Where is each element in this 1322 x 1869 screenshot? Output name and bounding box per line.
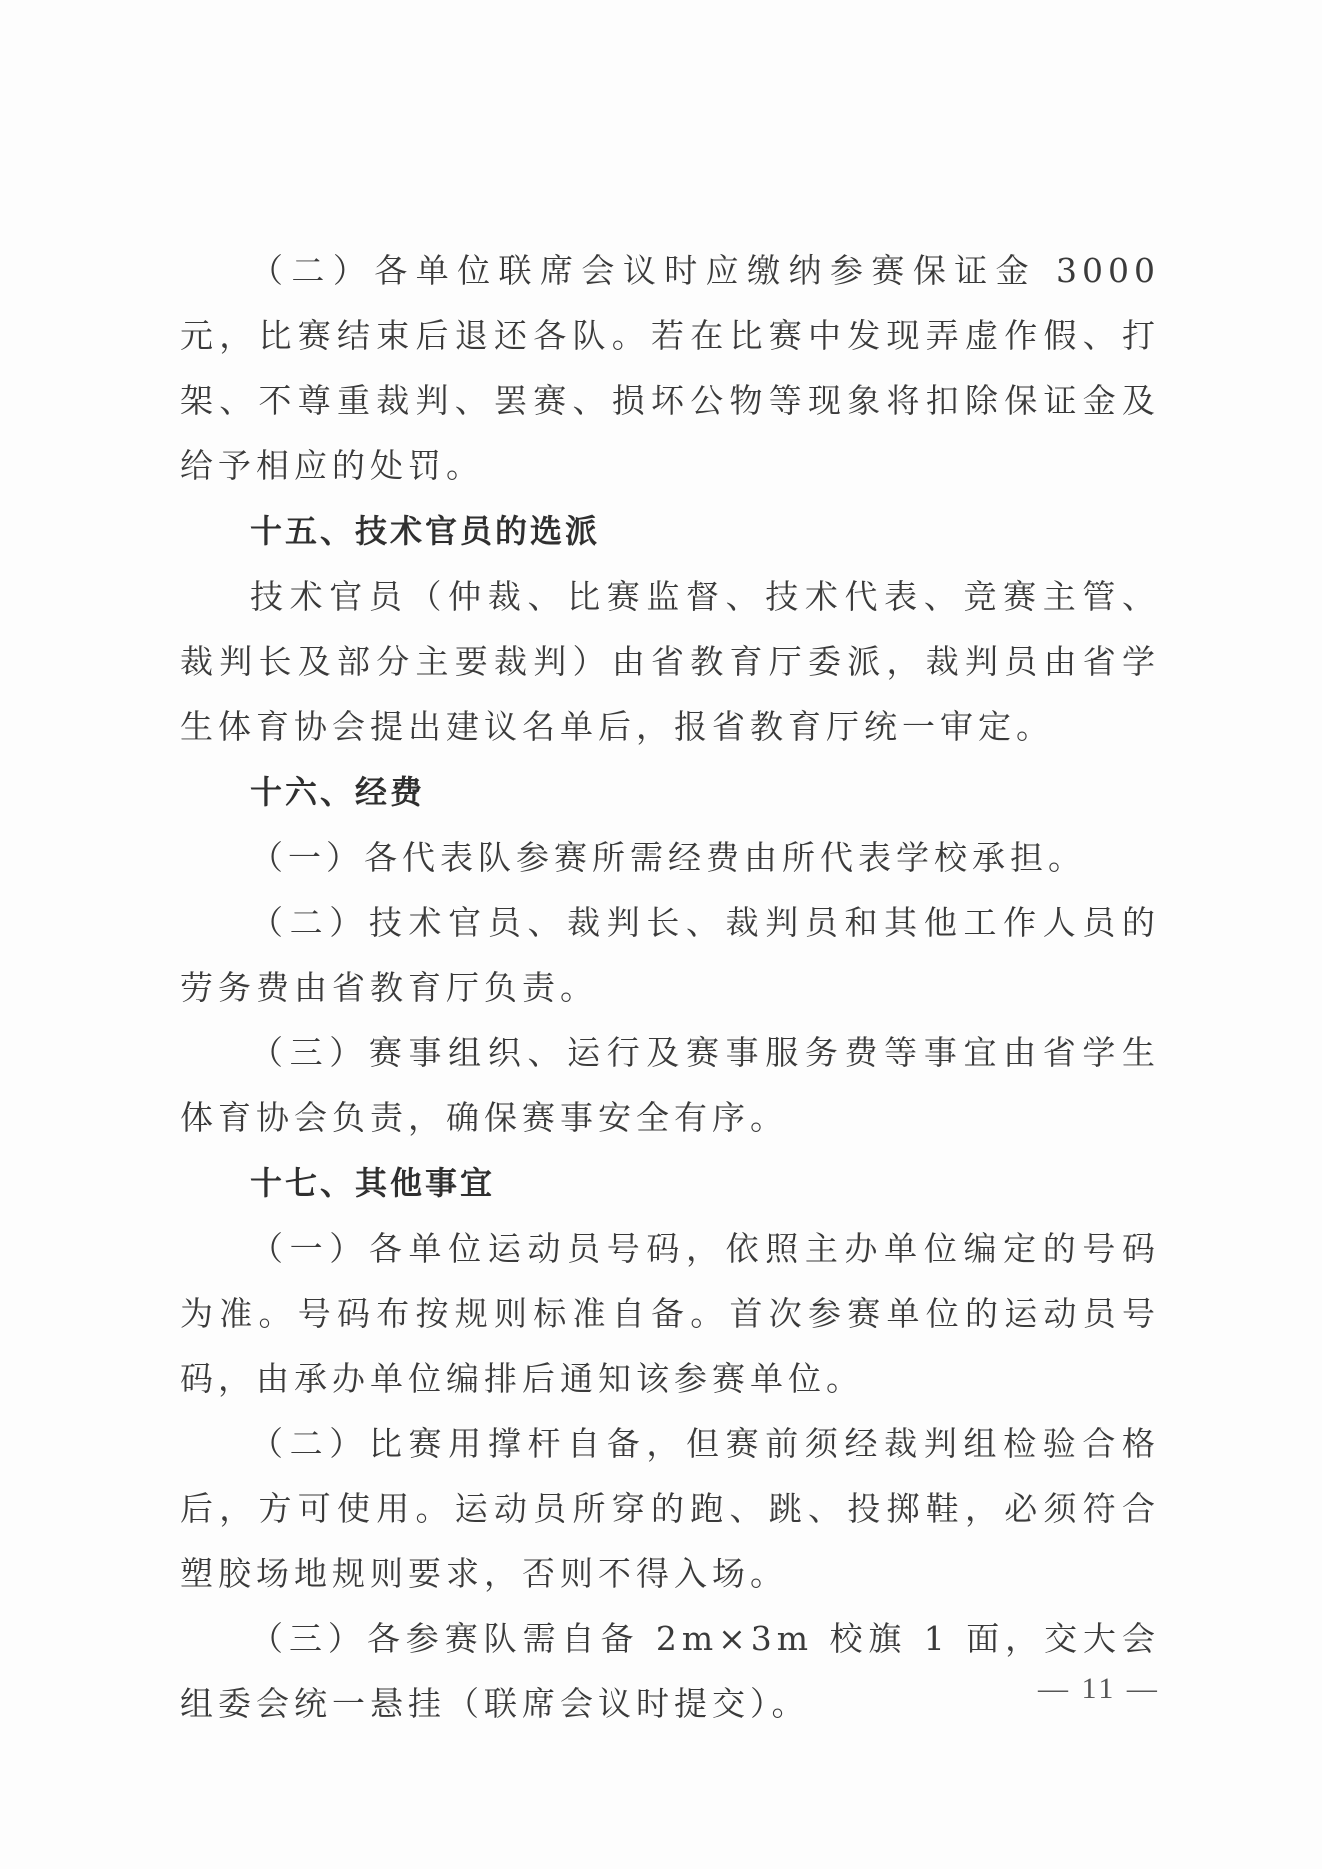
section-heading-16: 十六、经费 [250, 773, 426, 811]
section-heading-17: 十七、其他事宜 [250, 1164, 496, 1202]
paragraph-officials: 技术官员（仲裁、比赛监督、技术代表、竞赛主管、裁判长及部分主要裁判）由省教育厅委派，裁判员由省学生体育协会提出建议名单后，报省教育厅统一审定。 [180, 577, 1160, 746]
paragraph-other-2: （二）比赛用撑杆自备，但赛前须经裁判组检验合格后，方可使用。运动员所穿的跑、跳、投掷鞋，必须符合塑胶场地规则要求，否则不得入场。 [180, 1424, 1160, 1593]
paragraph-funding-2: （二）技术官员、裁判长、裁判员和其他工作人员的劳务费由省教育厅负责。 [180, 903, 1160, 1007]
paragraph-other-1: （一）各单位运动员号码，依照主办单位编定的号码为准。号码布按规则标准自备。首次参赛单位的运动员号码，由承办单位编排后通知该参赛单位。 [180, 1229, 1160, 1398]
paragraph-funding-1: （一）各代表队参赛所需经费由所代表学校承担。 [250, 838, 1086, 877]
page-number: — 11 — [1038, 1672, 1160, 1705]
section-heading-15: 十五、技术官员的选派 [250, 512, 601, 550]
paragraph-other-3: （三）各参赛队需自备 2m×3m 校旗 1 面，交大会组委会统一悬挂（联席会议时提交）。 [180, 1619, 1160, 1723]
document-body [180, 238, 1160, 1736]
paragraph-deposit: （二）各单位联席会议时应缴纳参赛保证金 3000 元，比赛结束后退还各队。若在比赛中发现弄虚作假、打架、不尊重裁判、罢赛、损坏公物等现象将扣除保证金及给予相应的处罚。 [180, 251, 1160, 485]
paragraph-funding-3: （三）赛事组织、运行及赛事服务费等事宜由省学生体育协会负责，确保赛事安全有序。 [180, 1033, 1160, 1137]
